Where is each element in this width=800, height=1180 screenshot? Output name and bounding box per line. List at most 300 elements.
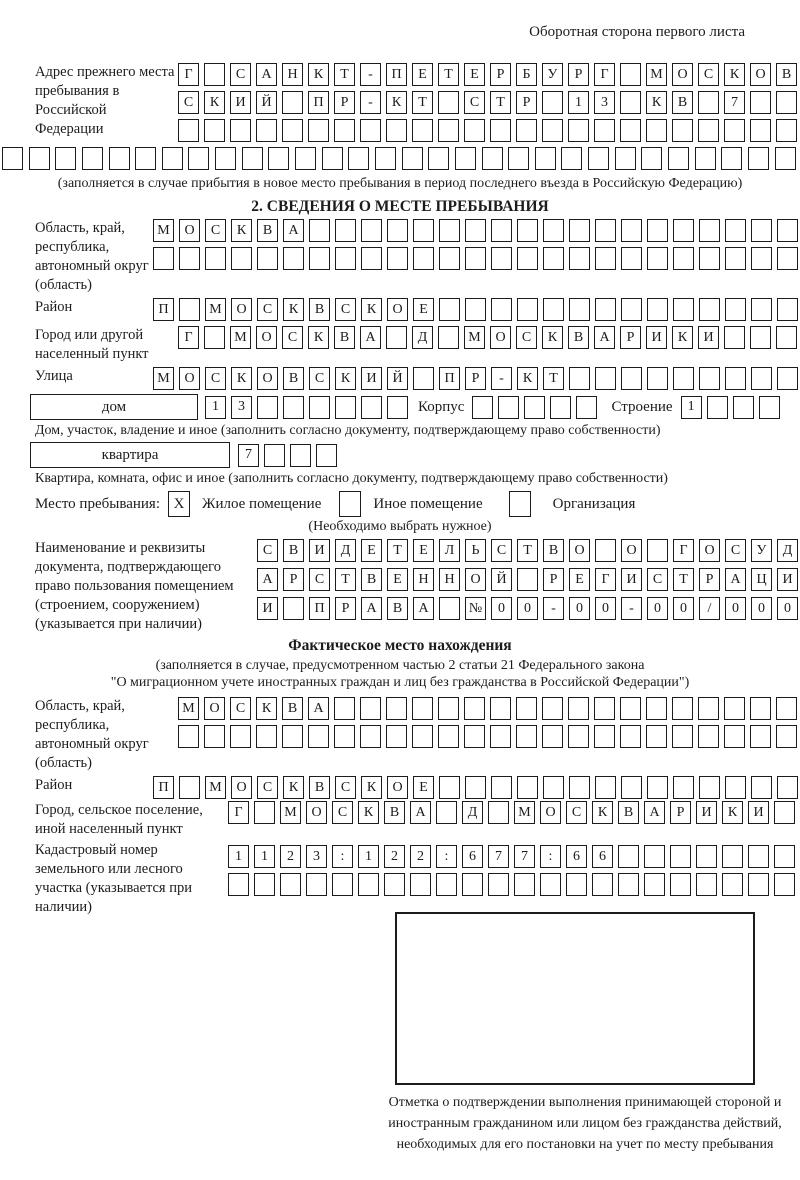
char-cell[interactable]: С	[309, 568, 330, 591]
char-cell[interactable]	[488, 873, 509, 896]
char-cell[interactable]	[517, 568, 538, 591]
char-cell[interactable]: О	[387, 298, 408, 321]
char-cell[interactable]	[516, 725, 537, 748]
char-cell[interactable]	[178, 119, 199, 142]
char-cell[interactable]: К	[592, 801, 613, 824]
char-cell[interactable]	[386, 697, 407, 720]
char-cell[interactable]	[308, 725, 329, 748]
char-cell[interactable]	[670, 845, 691, 868]
char-cell[interactable]: К	[256, 697, 277, 720]
char-cell[interactable]: 0	[777, 597, 798, 620]
char-cell[interactable]: А	[257, 568, 278, 591]
char-cell[interactable]: 7	[514, 845, 535, 868]
char-cell[interactable]	[594, 119, 615, 142]
char-cell[interactable]	[309, 396, 330, 419]
char-cell[interactable]: Г	[228, 801, 249, 824]
char-cell[interactable]: В	[568, 326, 589, 349]
char-cell[interactable]	[438, 697, 459, 720]
char-cell[interactable]	[542, 91, 563, 114]
char-cell[interactable]	[759, 396, 780, 419]
char-cell[interactable]	[412, 725, 433, 748]
char-cell[interactable]: -	[543, 597, 564, 620]
char-cell[interactable]	[438, 326, 459, 349]
char-cell[interactable]	[282, 91, 303, 114]
char-cell[interactable]: :	[540, 845, 561, 868]
char-cell[interactable]	[673, 219, 694, 242]
char-cell[interactable]	[776, 119, 797, 142]
char-cell[interactable]: 1	[228, 845, 249, 868]
char-cell[interactable]: В	[334, 326, 355, 349]
char-cell[interactable]	[280, 873, 301, 896]
char-cell[interactable]: Й	[256, 91, 277, 114]
char-cell[interactable]	[644, 873, 665, 896]
char-cell[interactable]: 0	[491, 597, 512, 620]
char-cell[interactable]	[256, 119, 277, 142]
char-cell[interactable]	[231, 247, 252, 270]
char-cell[interactable]: :	[436, 845, 457, 868]
char-cell[interactable]: О	[621, 539, 642, 562]
char-cell[interactable]: В	[283, 539, 304, 562]
char-cell[interactable]	[698, 697, 719, 720]
char-cell[interactable]: Т	[490, 91, 511, 114]
char-cell[interactable]	[620, 725, 641, 748]
char-cell[interactable]	[402, 147, 423, 170]
char-cell[interactable]: Т	[387, 539, 408, 562]
char-cell[interactable]: -	[360, 63, 381, 86]
char-cell[interactable]: С	[516, 326, 537, 349]
char-cell[interactable]: Д	[335, 539, 356, 562]
char-cell[interactable]	[725, 219, 746, 242]
char-cell[interactable]	[618, 845, 639, 868]
char-cell[interactable]	[748, 147, 769, 170]
char-cell[interactable]: О	[231, 776, 252, 799]
char-cell[interactable]	[514, 873, 535, 896]
char-cell[interactable]: 1	[681, 396, 702, 419]
char-cell[interactable]: А	[413, 597, 434, 620]
char-cell[interactable]: 1	[205, 396, 226, 419]
char-cell[interactable]: Й	[491, 568, 512, 591]
char-cell[interactable]	[569, 247, 590, 270]
char-cell[interactable]	[566, 873, 587, 896]
char-cell[interactable]	[595, 539, 616, 562]
char-cell[interactable]	[777, 298, 798, 321]
char-cell[interactable]	[673, 367, 694, 390]
char-cell[interactable]: Р	[568, 63, 589, 86]
char-cell[interactable]	[620, 91, 641, 114]
char-cell[interactable]: В	[618, 801, 639, 824]
char-cell[interactable]	[439, 219, 460, 242]
char-cell[interactable]	[436, 801, 457, 824]
char-cell[interactable]	[516, 119, 537, 142]
char-cell[interactable]	[335, 396, 356, 419]
char-cell[interactable]: А	[725, 568, 746, 591]
char-cell[interactable]: С	[491, 539, 512, 562]
char-cell[interactable]	[55, 147, 76, 170]
char-cell[interactable]	[672, 725, 693, 748]
char-cell[interactable]	[647, 539, 668, 562]
char-cell[interactable]: А	[594, 326, 615, 349]
char-cell[interactable]	[699, 776, 720, 799]
char-cell[interactable]	[361, 219, 382, 242]
char-cell[interactable]: С	[335, 298, 356, 321]
char-cell[interactable]: Н	[413, 568, 434, 591]
char-cell[interactable]	[620, 119, 641, 142]
char-cell[interactable]	[777, 247, 798, 270]
char-cell[interactable]	[774, 873, 795, 896]
char-cell[interactable]: В	[309, 298, 330, 321]
char-cell[interactable]: В	[361, 568, 382, 591]
char-cell[interactable]	[282, 119, 303, 142]
char-cell[interactable]	[438, 91, 459, 114]
char-cell[interactable]	[361, 247, 382, 270]
char-cell[interactable]	[490, 725, 511, 748]
char-cell[interactable]: О	[540, 801, 561, 824]
char-cell[interactable]: Т	[335, 568, 356, 591]
char-cell[interactable]: М	[205, 776, 226, 799]
char-cell[interactable]: 6	[592, 845, 613, 868]
char-cell[interactable]	[543, 776, 564, 799]
char-cell[interactable]: А	[361, 597, 382, 620]
char-cell[interactable]: К	[646, 91, 667, 114]
char-cell[interactable]: А	[283, 219, 304, 242]
char-cell[interactable]: Р	[465, 367, 486, 390]
char-cell[interactable]: 2	[280, 845, 301, 868]
char-cell[interactable]	[550, 396, 571, 419]
char-cell[interactable]: О	[672, 63, 693, 86]
char-cell[interactable]	[410, 873, 431, 896]
char-cell[interactable]: 6	[566, 845, 587, 868]
char-cell[interactable]: К	[308, 63, 329, 86]
char-cell[interactable]: М	[153, 219, 174, 242]
char-cell[interactable]: П	[153, 298, 174, 321]
char-cell[interactable]	[647, 776, 668, 799]
stay-option-other-checkbox[interactable]	[339, 491, 361, 517]
char-cell[interactable]	[472, 396, 493, 419]
char-cell[interactable]	[439, 298, 460, 321]
char-cell[interactable]: -	[360, 91, 381, 114]
char-cell[interactable]: Г	[595, 568, 616, 591]
char-cell[interactable]	[777, 219, 798, 242]
char-cell[interactable]	[228, 873, 249, 896]
char-cell[interactable]: А	[308, 697, 329, 720]
char-cell[interactable]	[490, 697, 511, 720]
char-cell[interactable]: Т	[543, 367, 564, 390]
char-cell[interactable]: У	[751, 539, 772, 562]
char-cell[interactable]	[751, 776, 772, 799]
char-cell[interactable]	[230, 119, 251, 142]
char-cell[interactable]: К	[283, 776, 304, 799]
char-cell[interactable]: К	[358, 801, 379, 824]
char-cell[interactable]	[464, 725, 485, 748]
char-cell[interactable]: С	[566, 801, 587, 824]
char-cell[interactable]: 0	[751, 597, 772, 620]
char-cell[interactable]	[264, 444, 285, 467]
char-cell[interactable]: Т	[412, 91, 433, 114]
char-cell[interactable]: К	[722, 801, 743, 824]
char-cell[interactable]	[464, 119, 485, 142]
char-cell[interactable]	[205, 247, 226, 270]
char-cell[interactable]	[524, 396, 545, 419]
char-cell[interactable]	[750, 725, 771, 748]
char-cell[interactable]	[491, 776, 512, 799]
char-cell[interactable]: А	[644, 801, 665, 824]
char-cell[interactable]	[725, 776, 746, 799]
char-cell[interactable]	[774, 801, 795, 824]
char-cell[interactable]	[517, 776, 538, 799]
char-cell[interactable]	[569, 298, 590, 321]
char-cell[interactable]	[569, 367, 590, 390]
char-cell[interactable]	[647, 247, 668, 270]
char-cell[interactable]	[725, 247, 746, 270]
char-cell[interactable]	[335, 247, 356, 270]
char-cell[interactable]	[621, 219, 642, 242]
char-cell[interactable]	[595, 219, 616, 242]
char-cell[interactable]	[647, 219, 668, 242]
char-cell[interactable]	[775, 147, 796, 170]
char-cell[interactable]	[465, 219, 486, 242]
char-cell[interactable]: М	[646, 63, 667, 86]
char-cell[interactable]	[162, 147, 183, 170]
char-cell[interactable]	[516, 697, 537, 720]
char-cell[interactable]: 0	[647, 597, 668, 620]
char-cell[interactable]: И	[621, 568, 642, 591]
char-cell[interactable]	[725, 367, 746, 390]
char-cell[interactable]: -	[621, 597, 642, 620]
char-cell[interactable]	[360, 697, 381, 720]
char-cell[interactable]	[776, 91, 797, 114]
char-cell[interactable]	[308, 119, 329, 142]
char-cell[interactable]	[257, 396, 278, 419]
char-cell[interactable]	[751, 298, 772, 321]
char-cell[interactable]	[439, 776, 460, 799]
char-cell[interactable]: И	[777, 568, 798, 591]
char-cell[interactable]	[543, 298, 564, 321]
char-cell[interactable]	[592, 873, 613, 896]
char-cell[interactable]: И	[698, 326, 719, 349]
char-cell[interactable]	[699, 298, 720, 321]
char-cell[interactable]	[588, 147, 609, 170]
char-cell[interactable]: Е	[413, 298, 434, 321]
char-cell[interactable]	[230, 725, 251, 748]
char-cell[interactable]: С	[725, 539, 746, 562]
char-cell[interactable]: Г	[178, 326, 199, 349]
char-cell[interactable]	[750, 119, 771, 142]
char-cell[interactable]	[621, 367, 642, 390]
char-cell[interactable]	[517, 219, 538, 242]
char-cell[interactable]: О	[256, 326, 277, 349]
char-cell[interactable]	[384, 873, 405, 896]
char-cell[interactable]: М	[514, 801, 535, 824]
char-cell[interactable]	[774, 845, 795, 868]
char-cell[interactable]	[707, 396, 728, 419]
char-cell[interactable]	[283, 597, 304, 620]
char-cell[interactable]: С	[230, 697, 251, 720]
char-cell[interactable]: 2	[410, 845, 431, 868]
char-cell[interactable]: К	[231, 219, 252, 242]
char-cell[interactable]	[306, 873, 327, 896]
char-cell[interactable]: М	[205, 298, 226, 321]
char-cell[interactable]: Р	[516, 91, 537, 114]
char-cell[interactable]	[542, 119, 563, 142]
char-cell[interactable]: 3	[231, 396, 252, 419]
char-cell[interactable]: П	[439, 367, 460, 390]
char-cell[interactable]	[428, 147, 449, 170]
char-cell[interactable]	[517, 298, 538, 321]
char-cell[interactable]	[542, 697, 563, 720]
char-cell[interactable]: 0	[517, 597, 538, 620]
char-cell[interactable]: Н	[439, 568, 460, 591]
char-cell[interactable]: С	[205, 219, 226, 242]
char-cell[interactable]	[595, 298, 616, 321]
char-cell[interactable]: Д	[777, 539, 798, 562]
char-cell[interactable]: К	[361, 298, 382, 321]
char-cell[interactable]: С	[698, 63, 719, 86]
char-cell[interactable]	[436, 873, 457, 896]
char-cell[interactable]: Ц	[751, 568, 772, 591]
char-cell[interactable]	[387, 219, 408, 242]
char-cell[interactable]	[2, 147, 23, 170]
char-cell[interactable]	[462, 873, 483, 896]
stay-option-residential-checkbox[interactable]: X	[168, 491, 190, 517]
char-cell[interactable]: С	[205, 367, 226, 390]
char-cell[interactable]: Л	[439, 539, 460, 562]
char-cell[interactable]: П	[308, 91, 329, 114]
char-cell[interactable]: А	[410, 801, 431, 824]
char-cell[interactable]	[439, 247, 460, 270]
char-cell[interactable]	[517, 247, 538, 270]
char-cell[interactable]: 0	[569, 597, 590, 620]
char-cell[interactable]: Е	[412, 63, 433, 86]
char-cell[interactable]	[256, 725, 277, 748]
char-cell[interactable]	[375, 147, 396, 170]
char-cell[interactable]: И	[309, 539, 330, 562]
char-cell[interactable]	[699, 219, 720, 242]
char-cell[interactable]: В	[776, 63, 797, 86]
char-cell[interactable]: С	[257, 298, 278, 321]
char-cell[interactable]: К	[517, 367, 538, 390]
char-cell[interactable]	[696, 845, 717, 868]
char-cell[interactable]	[178, 725, 199, 748]
char-cell[interactable]	[776, 697, 797, 720]
char-cell[interactable]: К	[361, 776, 382, 799]
char-cell[interactable]	[386, 119, 407, 142]
char-cell[interactable]: Р	[620, 326, 641, 349]
char-cell[interactable]	[215, 147, 236, 170]
char-cell[interactable]: Е	[413, 539, 434, 562]
char-cell[interactable]	[576, 396, 597, 419]
char-cell[interactable]: Р	[334, 91, 355, 114]
char-cell[interactable]: А	[256, 63, 277, 86]
char-cell[interactable]	[455, 147, 476, 170]
char-cell[interactable]: 7	[724, 91, 745, 114]
char-cell[interactable]	[595, 367, 616, 390]
char-cell[interactable]	[204, 63, 225, 86]
char-cell[interactable]	[387, 396, 408, 419]
char-cell[interactable]	[254, 801, 275, 824]
char-cell[interactable]: К	[672, 326, 693, 349]
char-cell[interactable]: Й	[387, 367, 408, 390]
char-cell[interactable]	[543, 247, 564, 270]
char-cell[interactable]	[386, 725, 407, 748]
char-cell[interactable]	[413, 247, 434, 270]
char-cell[interactable]	[751, 219, 772, 242]
char-cell[interactable]: И	[696, 801, 717, 824]
char-cell[interactable]	[594, 697, 615, 720]
char-cell[interactable]: П	[153, 776, 174, 799]
char-cell[interactable]: Р	[670, 801, 691, 824]
char-cell[interactable]: Е	[569, 568, 590, 591]
char-cell[interactable]: Е	[413, 776, 434, 799]
stay-option-organization-checkbox[interactable]	[509, 491, 531, 517]
char-cell[interactable]	[542, 725, 563, 748]
char-cell[interactable]	[334, 119, 355, 142]
char-cell[interactable]	[724, 119, 745, 142]
char-cell[interactable]: 1	[358, 845, 379, 868]
char-cell[interactable]: В	[282, 697, 303, 720]
char-cell[interactable]: С	[257, 539, 278, 562]
char-cell[interactable]	[179, 298, 200, 321]
char-cell[interactable]	[618, 873, 639, 896]
char-cell[interactable]	[412, 697, 433, 720]
char-cell[interactable]: С	[464, 91, 485, 114]
char-cell[interactable]	[561, 147, 582, 170]
char-cell[interactable]: В	[387, 597, 408, 620]
char-cell[interactable]: О	[231, 298, 252, 321]
char-cell[interactable]: С	[332, 801, 353, 824]
char-cell[interactable]	[776, 725, 797, 748]
char-cell[interactable]: М	[464, 326, 485, 349]
char-cell[interactable]	[334, 697, 355, 720]
char-cell[interactable]	[646, 119, 667, 142]
char-cell[interactable]	[387, 247, 408, 270]
char-cell[interactable]: П	[386, 63, 407, 86]
char-cell[interactable]: К	[231, 367, 252, 390]
char-cell[interactable]: О	[490, 326, 511, 349]
char-cell[interactable]: К	[204, 91, 225, 114]
char-cell[interactable]: А	[360, 326, 381, 349]
char-cell[interactable]	[498, 396, 519, 419]
char-cell[interactable]	[722, 873, 743, 896]
char-cell[interactable]	[491, 298, 512, 321]
char-cell[interactable]	[750, 326, 771, 349]
char-cell[interactable]	[283, 247, 304, 270]
char-cell[interactable]	[254, 873, 275, 896]
char-cell[interactable]	[777, 776, 798, 799]
char-cell[interactable]: Е	[387, 568, 408, 591]
char-cell[interactable]: К	[308, 326, 329, 349]
char-cell[interactable]: Т	[438, 63, 459, 86]
char-cell[interactable]	[543, 219, 564, 242]
char-cell[interactable]	[644, 845, 665, 868]
char-cell[interactable]	[568, 725, 589, 748]
char-cell[interactable]: 0	[725, 597, 746, 620]
char-cell[interactable]: О	[387, 776, 408, 799]
char-cell[interactable]	[698, 119, 719, 142]
char-cell[interactable]: Д	[462, 801, 483, 824]
char-cell[interactable]: В	[283, 367, 304, 390]
char-cell[interactable]: О	[699, 539, 720, 562]
char-cell[interactable]: 7	[238, 444, 259, 467]
char-cell[interactable]	[413, 367, 434, 390]
char-cell[interactable]: М	[230, 326, 251, 349]
char-cell[interactable]: И	[230, 91, 251, 114]
char-cell[interactable]: Н	[282, 63, 303, 86]
char-cell[interactable]	[722, 845, 743, 868]
char-cell[interactable]	[568, 119, 589, 142]
char-cell[interactable]	[283, 396, 304, 419]
char-cell[interactable]	[673, 776, 694, 799]
char-cell[interactable]: В	[309, 776, 330, 799]
